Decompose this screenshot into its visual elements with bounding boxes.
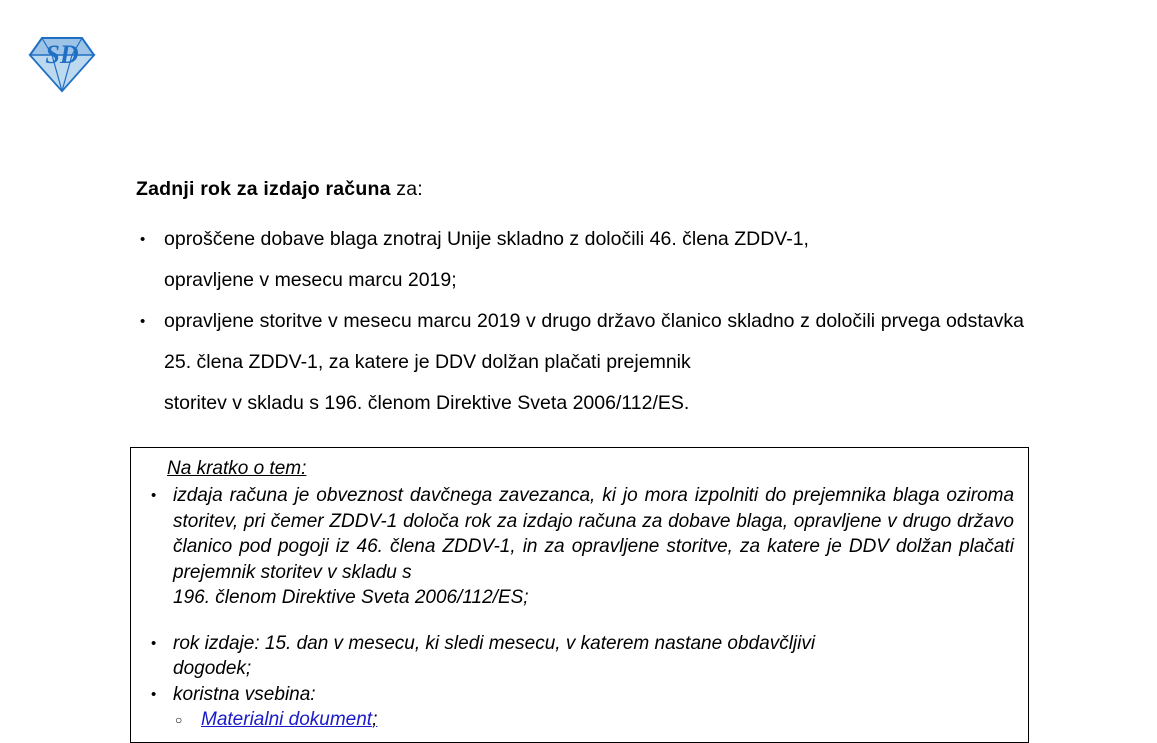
box-bullet-1-line-5: 196. členom Direktive Sveta 2006/112/ES;	[173, 587, 529, 608]
box-bullet-1-line-2: blaga oziroma storitev, pri čemer ZDDV-1 določa rok za izdajo računa za dobave	[173, 485, 1015, 532]
sub-list-item-link[interactable]	[145, 707, 1014, 733]
summary-box-title: Na kratko o tem:	[167, 458, 307, 479]
box-bullet-1-line-3: blaga, opravljene v drugo državo članico pod pogoji iz 46. člena ZDDV-1, in za	[173, 510, 1014, 557]
list-item	[136, 301, 1024, 424]
bullet-1-line-2: opravljene v mesecu marcu 2019;	[164, 269, 457, 291]
list-item	[136, 219, 1024, 301]
bullet-2-line-1: opravljene storitve v mesecu marcu 2019 v drugo državo članico skladno z določili	[164, 310, 876, 332]
bullet-2-line-2: prvega odstavka 25. člena ZDDV-1, za katere je DDV dolžan plačati prejemnik	[164, 310, 1024, 373]
summary-bullet-list	[145, 483, 1014, 733]
list-item	[145, 631, 1014, 682]
page-title	[136, 178, 423, 201]
box-bullet-1-line-4: opravljene storitve, za katere je DDV dolžan plačati prejemnik storitev v skladu s	[173, 536, 1014, 583]
bullet-1-line-1: oproščene dobave blaga znotraj Unije skladno z določili 46. člena ZDDV-1,	[164, 228, 809, 250]
summary-box	[130, 447, 1029, 743]
box-bullet-2-line-1: rok izdaje: 15. dan v mesecu, ki sledi mesecu, v katerem nastane obdavčljivi	[173, 632, 816, 654]
box-bullet-2-line-2: dogodek;	[173, 658, 252, 679]
spacer	[145, 611, 1014, 631]
company-logo	[26, 33, 98, 95]
list-item	[145, 483, 1014, 611]
box-bullet-1-line-1: izdaja računa je obveznost davčnega zavezanca, ki jo mora izpolniti do prejemnika	[173, 485, 887, 506]
svg-text:SD: SD	[45, 40, 79, 69]
top-bullet-list	[136, 219, 1024, 424]
intro-bold-text: Zadnji rok za izdajo računa	[136, 178, 391, 200]
box-bullet-3-line-1: • koristna vsebina:	[173, 683, 316, 705]
intro-tail-text: za:	[390, 178, 423, 200]
sub-item-suffix: ;	[372, 709, 378, 730]
materialni-dokument-link-label[interactable]: Materialni dokument	[201, 709, 373, 730]
bullet-2-line-3: storitev v skladu s 196. členom Direktive Sveta 2006/112/ES.	[164, 392, 690, 414]
list-item	[145, 682, 1014, 708]
